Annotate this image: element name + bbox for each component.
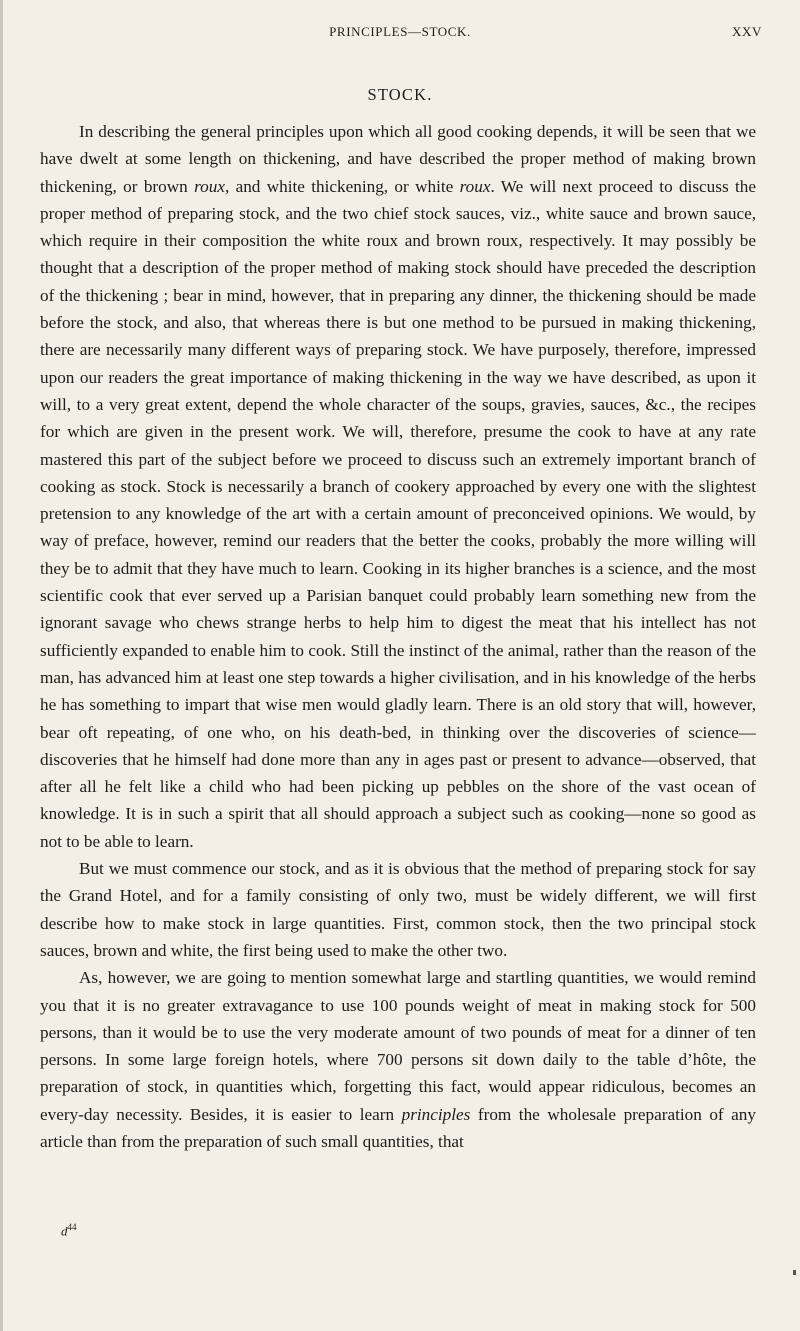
paragraph-3: As, however, we are going to mention somewhat large and startling quantities, we would remind you that it is no greater extravagance to use 100 pounds weight of meat in making stock for 500 persons, than it would be to use the very moderate amount of two pounds of meat for a dinner of ten persons. In some large foreign hotels, where 700 persons sit down daily to the table d’hôte, the preparation of stock, in quantities which, forgetting this fact, would appear ridiculous, becomes an every-day necessity. Besides, it is easier to learn principles from the wholesale preparation of any article than from the preparation of such small quantities, that <box>40 968 756 1151</box>
printer-signature-mark: $d^{44}$ <box>61 1222 77 1239</box>
running-head: PRINCIPLES—STOCK. <box>329 24 471 39</box>
body-text <box>40 118 756 1155</box>
paragraph-1: In describing the general principles upon which all good cooking depends, it will be seen that we have dwelt at some length on thickening, and have described the proper method of making brown thickening, or brown roux, and white thickening, or white roux. We will next proceed to discuss the proper method of preparing stock, and the two chief stock sauces, viz., white sauce and brown sauce, which require in their composition the white roux and brown roux, respectively. It may possibly be thought that a description of the proper method of making stock should have preceded the description of the thickening ; bear in mind, however, that in preparing any dinner, the thickening should be made before the stock, and also, that whereas there is but one method to be pursued in making thickening, there are necessarily many different ways of preparing stock. We have purposely, therefore, impressed upon our readers the great importance of making thickening in the way we have described, as upon it will, to a very great extent, depend the whole character of the soups, gravies, sauces, &c., the recipes for which are given in the present work. We will, therefore, presume the cook to have at any rate mastered this part of the subject before we proceed to discuss such an extremely important branch of cooking as stock. Stock is necessarily a branch of cookery approached by every one with the slightest pretension to any knowledge of the art with a certain amount of preconceived opinions. We would, by way of preface, however, remind our readers that the better the cooks, probably the more willing will they be to admit that they have much to learn. Cooking in its higher branches is a science, and the most scientific cook that ever served up a Parisian banquet could probably learn something new from the ignorant savage who chews strange herbs to help him to digest the meat that his intellect has not sufficiently expanded to enable him to cook. Still the instinct of the animal, rather than the reason of the man, has advanced him at least one step towards a higher civilisation, and in his knowledge of the herbs he has something to impart that wise men would gladly learn. There is an old story that will, however, bear oft repeating, of one who, on his death-bed, in thinking over the discoveries of science—discoveries that he himself had done more than any in ages past or present to advance—observed, that after all he felt like a child who had been picking up pebbles on the shore of the vast ocean of knowledge. It is in such a spirit that all should approach a subject such as cooking—none so good as not to be able to learn. <box>40 122 756 851</box>
page-number: XXV <box>732 24 762 39</box>
italic-term: roux <box>459 176 491 196</box>
margin-mark <box>793 1270 796 1275</box>
italic-term: principles <box>401 1104 471 1124</box>
page-edge-rule <box>0 0 3 1331</box>
section-title: STOCK. <box>367 85 433 104</box>
italic-term: roux <box>194 176 225 196</box>
paragraph-2: But we must commence our stock, and as it is obvious that the method of preparing stock for say the Grand Hotel, and for a family consisting of only two, must be widely different, we will first describe how to make stock in large quantities. First, common stock, then the two principal stock sauces, brown and white, the first being used to make the other two. <box>40 859 756 960</box>
